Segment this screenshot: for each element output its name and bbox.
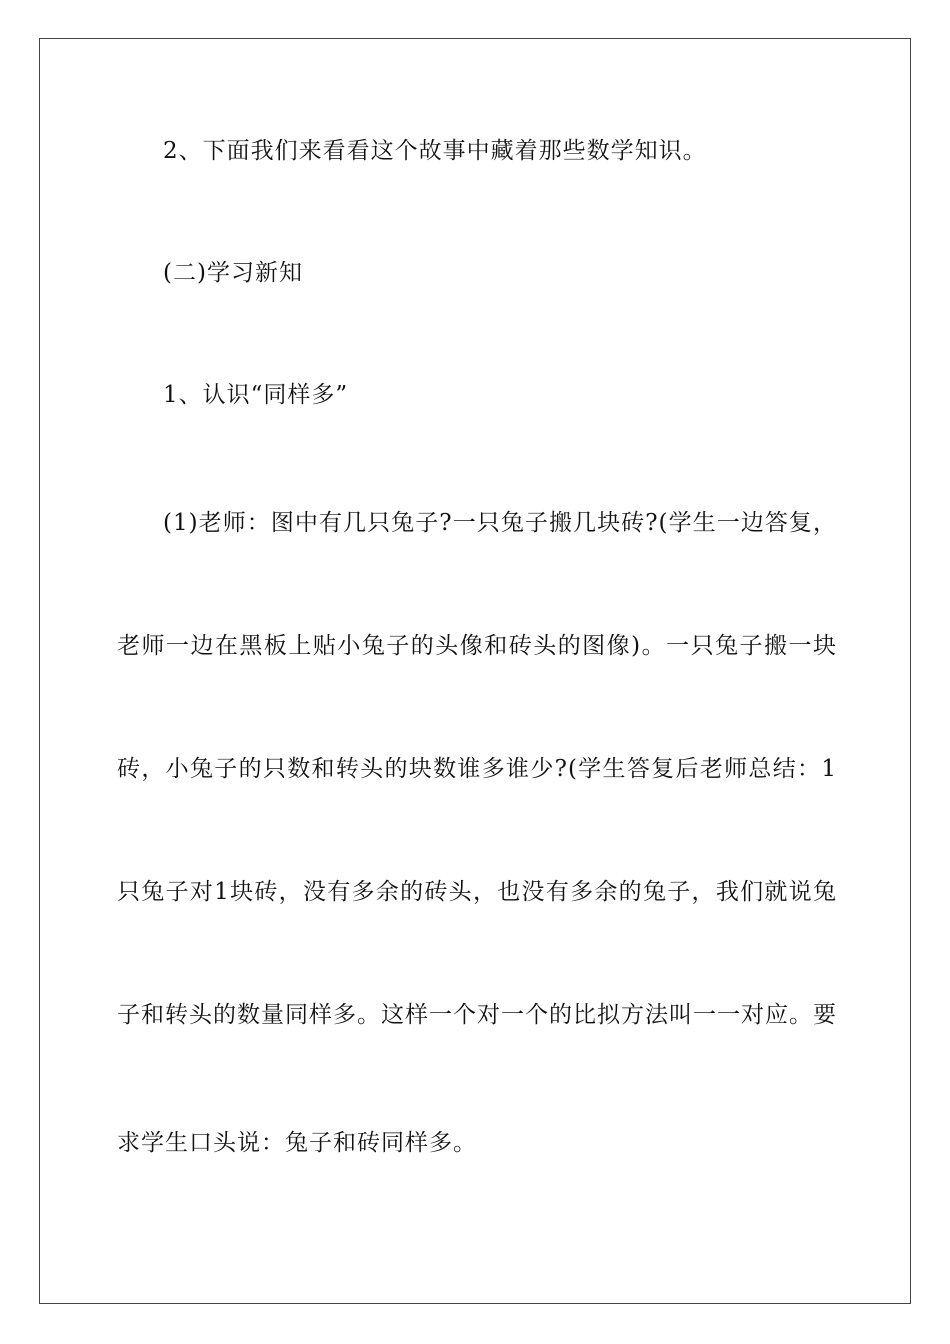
paragraph-line-8: 子和转头的数量同样多。这样一个对一个的比拟方法叫一一对应。要 — [117, 1002, 837, 1028]
subsection-heading: 1、认识“同样多” — [163, 382, 349, 408]
paragraph-line-9: 求学生口头说：兔子和砖同样多。 — [117, 1130, 477, 1156]
paragraph-line-6: 砖，小兔子的只数和转头的块数谁多谁少?(学生答复后老师总结：1 — [117, 756, 837, 782]
paragraph-line-4: (1)老师：图中有几只兔子?一只兔子搬几块砖?(学生一边答复， — [163, 510, 837, 536]
paragraph-line-1: 2、下面我们来看看这个故事中藏着那些数学知识。 — [163, 138, 707, 164]
section-heading: (二)学习新知 — [163, 260, 303, 286]
paragraph-line-5: 老师一边在黑板上贴小兔子的头像和砖头的图像)。一只兔子搬一块 — [117, 633, 837, 659]
paragraph-line-7: 只兔子对1块砖，没有多余的砖头，也没有多余的兔子，我们就说兔 — [117, 879, 837, 905]
page-border — [39, 38, 911, 1304]
